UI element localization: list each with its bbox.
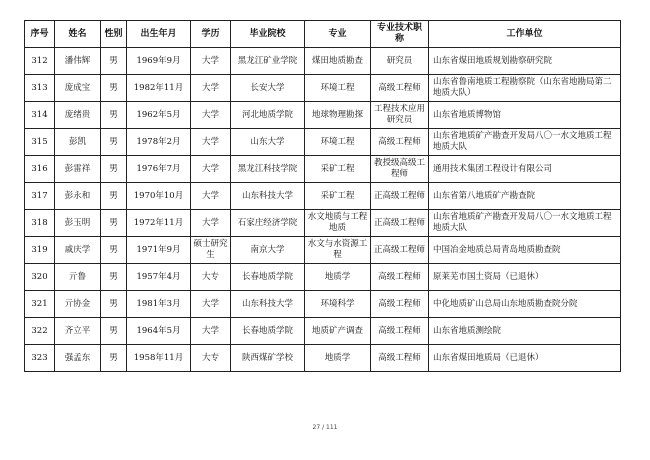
cell-gender: 男 (101, 291, 127, 318)
cell-education: 大学 (191, 183, 231, 210)
cell-school: 长春地质学院 (231, 264, 305, 291)
cell-gender: 男 (101, 156, 127, 183)
cell-major: 水文与水资源工程 (305, 237, 371, 264)
cell-school: 山东大学 (231, 129, 305, 156)
header-education: 学历 (191, 21, 231, 48)
cell-school: 南京大学 (231, 237, 305, 264)
cell-education: 大学 (191, 129, 231, 156)
cell-gender: 男 (101, 102, 127, 129)
cell-index: 316 (25, 156, 55, 183)
cell-education: 大学 (191, 75, 231, 102)
cell-employer: 山东省地质矿产勘查开发局八〇一水文地质工程地质大队 (429, 129, 621, 156)
table-row (25, 75, 621, 102)
cell-title: 正高级工程师 (371, 210, 429, 237)
cell-major: 地质学 (305, 345, 371, 372)
cell-title: 高级工程师 (371, 345, 429, 372)
cell-birth: 1964年5月 (127, 318, 191, 345)
cell-employer: 山东省鲁南地质工程勘察院（山东省地勘局第二地质大队） (429, 75, 621, 102)
header-employer: 工作单位 (429, 21, 621, 48)
cell-name: 戚庆学 (55, 237, 101, 264)
cell-employer: 中化地质矿山总局山东地质勘查院分院 (429, 291, 621, 318)
cell-title: 研究员 (371, 48, 429, 75)
table-row (25, 291, 621, 318)
cell-employer: 山东省地质矿产勘查开发局八〇一水文地质工程地质大队 (429, 210, 621, 237)
cell-title: 高级工程师 (371, 75, 429, 102)
cell-school: 山东科技大学 (231, 291, 305, 318)
table-row (25, 210, 621, 237)
cell-name: 彭雷祥 (55, 156, 101, 183)
cell-education: 大学 (191, 318, 231, 345)
cell-school: 河北地质学院 (231, 102, 305, 129)
cell-employer: 山东省地质测绘院 (429, 318, 621, 345)
cell-education: 大学 (191, 156, 231, 183)
cell-title: 正高级工程师 (371, 237, 429, 264)
cell-major: 煤田地质勘查 (305, 48, 371, 75)
table-row (25, 129, 621, 156)
cell-gender: 男 (101, 237, 127, 264)
cell-birth: 1981年3月 (127, 291, 191, 318)
cell-birth: 1972年11月 (127, 210, 191, 237)
cell-gender: 男 (101, 345, 127, 372)
roster-table (24, 20, 621, 372)
cell-employer: 山东省煤田地质局（已退休） (429, 345, 621, 372)
cell-name: 齐立平 (55, 318, 101, 345)
cell-name: 彭永和 (55, 183, 101, 210)
cell-title: 高级工程师 (371, 129, 429, 156)
cell-birth: 1969年9月 (127, 48, 191, 75)
cell-title: 高级工程师 (371, 264, 429, 291)
cell-major: 采矿工程 (305, 183, 371, 210)
cell-employer: 通用技术集团工程设计有限公司 (429, 156, 621, 183)
cell-name: 彭玉明 (55, 210, 101, 237)
cell-gender: 男 (101, 129, 127, 156)
cell-school: 长安大学 (231, 75, 305, 102)
header-gender: 性别 (101, 21, 127, 48)
page-number: 27 / 111 (312, 424, 338, 431)
cell-school: 陕西煤矿学校 (231, 345, 305, 372)
cell-name: 强孟东 (55, 345, 101, 372)
cell-major: 环境工程 (305, 75, 371, 102)
cell-gender: 男 (101, 264, 127, 291)
cell-birth: 1970年10月 (127, 183, 191, 210)
cell-employer: 山东省地质博物馆 (429, 102, 621, 129)
cell-birth: 1958年11月 (127, 345, 191, 372)
cell-birth: 1982年11月 (127, 75, 191, 102)
cell-index: 314 (25, 102, 55, 129)
cell-education: 大学 (191, 210, 231, 237)
table-row (25, 345, 621, 372)
cell-major: 地质学 (305, 264, 371, 291)
cell-birth: 1957年4月 (127, 264, 191, 291)
cell-index: 322 (25, 318, 55, 345)
cell-birth: 1978年2月 (127, 129, 191, 156)
table-row (25, 183, 621, 210)
cell-major: 采矿工程 (305, 156, 371, 183)
cell-employer: 原莱芜市国土资局（已退休） (429, 264, 621, 291)
cell-gender: 男 (101, 48, 127, 75)
cell-major: 水文地质与工程地质 (305, 210, 371, 237)
table-row (25, 264, 621, 291)
cell-birth: 1962年5月 (127, 102, 191, 129)
cell-index: 312 (25, 48, 55, 75)
cell-employer: 山东省煤田地质规划勘察研究院 (429, 48, 621, 75)
cell-index: 315 (25, 129, 55, 156)
cell-name: 庞绪贵 (55, 102, 101, 129)
cell-education: 大专 (191, 264, 231, 291)
cell-major: 环境科学 (305, 291, 371, 318)
cell-birth: 1976年7月 (127, 156, 191, 183)
cell-name: 亓协金 (55, 291, 101, 318)
cell-major: 环境工程 (305, 129, 371, 156)
cell-name: 亓鲁 (55, 264, 101, 291)
cell-index: 319 (25, 237, 55, 264)
cell-employer: 山东省第八地质矿产勘查院 (429, 183, 621, 210)
table-row (25, 48, 621, 75)
cell-title: 工程技术应用研究员 (371, 102, 429, 129)
cell-education: 大学 (191, 102, 231, 129)
cell-school: 石家庄经济学院 (231, 210, 305, 237)
table-header-row (25, 21, 621, 48)
cell-index: 321 (25, 291, 55, 318)
cell-education: 大专 (191, 345, 231, 372)
cell-gender: 男 (101, 75, 127, 102)
cell-name: 彭凯 (55, 129, 101, 156)
table-row (25, 237, 621, 264)
cell-gender: 男 (101, 210, 127, 237)
cell-school: 山东科技大学 (231, 183, 305, 210)
cell-gender: 男 (101, 183, 127, 210)
cell-education: 大学 (191, 291, 231, 318)
table-row (25, 102, 621, 129)
cell-title: 高级工程师 (371, 291, 429, 318)
table-row (25, 318, 621, 345)
header-title: 专业技术职称 (371, 21, 429, 48)
cell-birth: 1971年9月 (127, 237, 191, 264)
cell-employer: 中国冶金地质总局青岛地质勘查院 (429, 237, 621, 264)
header-name: 姓名 (55, 21, 101, 48)
header-major: 专业 (305, 21, 371, 48)
cell-major: 地球物理勘探 (305, 102, 371, 129)
cell-education: 硕士研究生 (191, 237, 231, 264)
cell-index: 318 (25, 210, 55, 237)
cell-school: 黑龙江科技学院 (231, 156, 305, 183)
table-row (25, 156, 621, 183)
cell-title: 高级工程师 (371, 318, 429, 345)
cell-school: 长春地质学院 (231, 318, 305, 345)
cell-gender: 男 (101, 318, 127, 345)
cell-title: 正高级工程师 (371, 183, 429, 210)
cell-name: 庞成宝 (55, 75, 101, 102)
cell-education: 大学 (191, 48, 231, 75)
header-birth: 出生年月 (127, 21, 191, 48)
table-body (25, 48, 621, 372)
header-index: 序号 (25, 21, 55, 48)
header-school: 毕业院校 (231, 21, 305, 48)
cell-title: 教授级高级工程师 (371, 156, 429, 183)
cell-major: 地质矿产调查 (305, 318, 371, 345)
cell-school: 黑龙江矿业学院 (231, 48, 305, 75)
cell-index: 320 (25, 264, 55, 291)
cell-index: 323 (25, 345, 55, 372)
cell-index: 313 (25, 75, 55, 102)
cell-name: 潘伟辉 (55, 48, 101, 75)
cell-index: 317 (25, 183, 55, 210)
